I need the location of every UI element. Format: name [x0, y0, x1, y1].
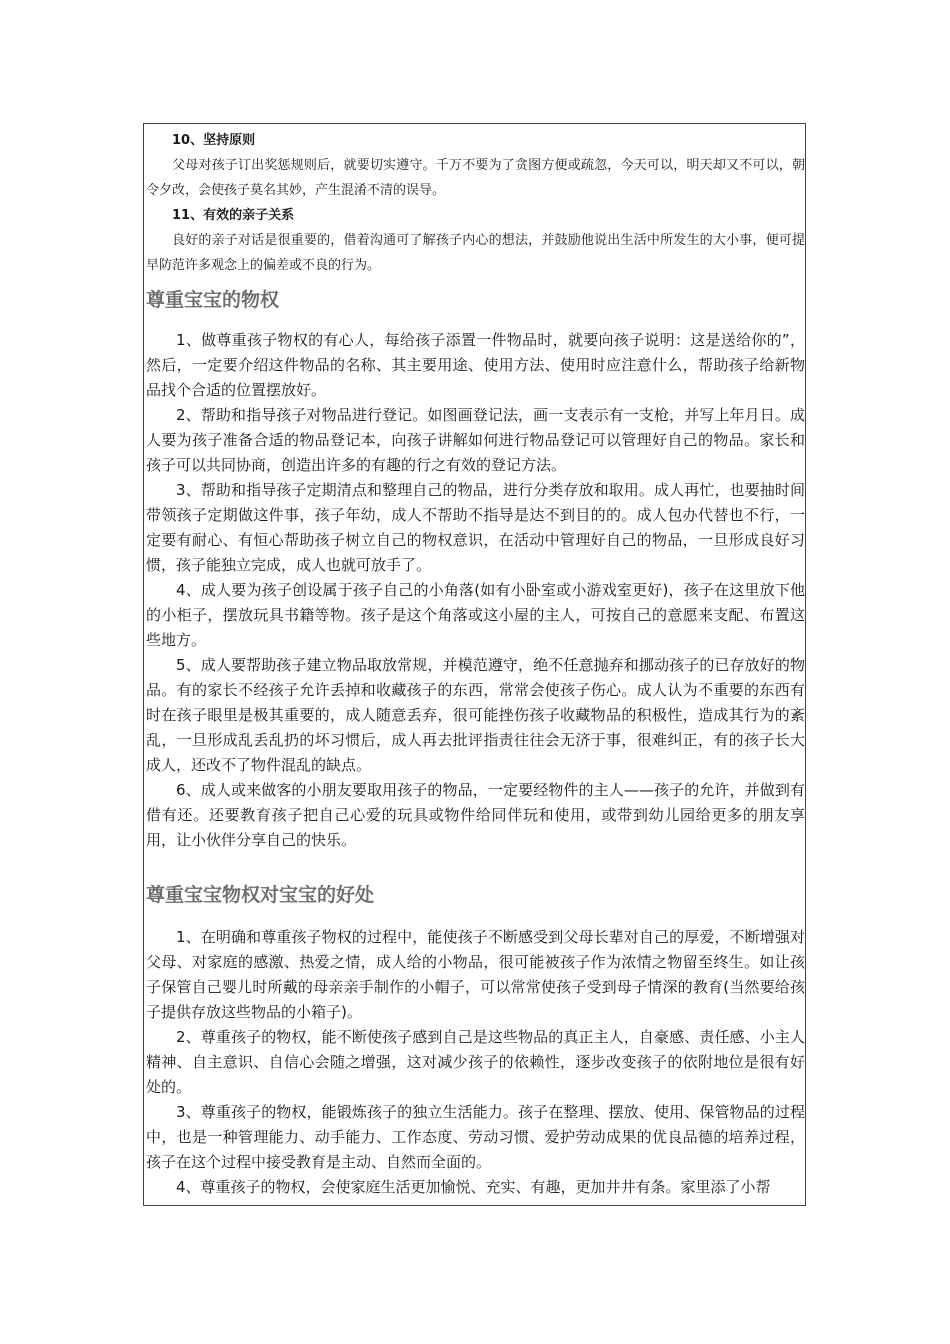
- property-paragraph: 5、成人要帮助孩子建立物品取放常规，并模范遵守，绝不任意抛弃和挪动孩子的已存放好的物品。有的家长不经孩子允许丢掉和收藏孩子的东西，常常会使孩子伤心。成人认为不重要的东西有时在孩子眼里是极其重要的，成人随意丢弃，很可能挫伤孩子收藏物品的积极性，造成其行为的紊乱，一旦形成乱丢乱扔的坏习惯后，成人再去批评指责往往会无济于事，很难纠正，有的孩子长大成人，还改不了物件混乱的缺点。: [146, 656, 805, 774]
- benefit-paragraph: 1、在明确和尊重孩子物权的过程中，能使孩子不断感受到父母长辈对自己的厚爱，不断增强对父母、对家庭的感激、热爱之情，成人给的小物品，很可能被孩子作为浓情之物留至终生。如让孩子保管自己婴儿时所戴的母亲亲手制作的小帽子，可以常常使孩子受到母子情深的教育(当然要给孩子提供存放这些物品的小箱子)。: [146, 928, 805, 1021]
- benefit-paragraph: 2、尊重孩子的物权，能不断使孩子感到自己是这些物品的真正主人，自豪感、责任感、小主人精神、自主意识、自信心会随之增强，这对减少孩子的依赖性，逐步改变孩子的依附地位是很有好处的。: [146, 1028, 805, 1096]
- content-frame: [143, 123, 806, 1206]
- section-11-heading: 11、有效的亲子关系: [172, 208, 295, 223]
- section-10-text: 父母对孩子订出奖惩规则后，就要切实遵守。千万不要为了贪图方便或疏忽，今天可以，明天却又不可以，朝令夕改，会使孩子莫名其妙，产生混淆不清的误导。: [146, 158, 805, 198]
- benefit-paragraph: 4、尊重孩子的物权，会使家庭生活更加愉悦、充实、有趣，更加井井有条。家里添了小帮: [176, 1178, 771, 1196]
- property-paragraph: 4、成人要为孩子创设属于孩子自己的小角落(如有小卧室或小游戏室更好)，孩子在这里放下他的小柜子，摆放玩具书籍等物。孩子是这个角落或这小屋的主人，可按自己的意愿来支配、布置这些地方。: [146, 581, 805, 649]
- property-paragraph: 2、帮助和指导孩子对物品进行登记。如图画登记法，画一支表示有一支枪，并写上年月日。成人要为孩子准备合适的物品登记本，向孩子讲解如何进行物品登记可以管理好自己的物品。家长和孩子可以共同协商，创造出许多的有趣的行之有效的登记方法。: [146, 406, 805, 474]
- benefits-heading: 尊重宝宝物权对宝宝的好处: [146, 884, 375, 906]
- property-paragraph: 6、成人或来做客的小朋友要取用孩子的物品，一定要经物件的主人——孩子的允许，并做到有借有还。还要教育孩子把自己心爱的玩具或物件给同伴玩和使用，或带到幼儿园给更多的朋友享用，让小伙伴分享自己的快乐。: [146, 781, 805, 849]
- property-paragraph: 3、帮助和指导孩子定期清点和整理自己的物品，进行分类存放和取用。成人再忙，也要抽时间带领孩子定期做这件事，孩子年幼，成人不帮助不指导是达不到目的的。成人包办代替也不行，一定要有耐心、有恒心帮助孩子树立自己的物权意识，在活动中管理好自己的物品，一旦形成良好习惯，孩子能独立完成，成人也就可放手了。: [146, 481, 805, 574]
- section-10-heading: 10、坚持原则: [172, 133, 256, 148]
- benefit-paragraph: 3、尊重孩子的物权，能锻炼孩子的独立生活能力。孩子在整理、摆放、使用、保管物品的过程中，也是一种管理能力、动手能力、工作态度、劳动习惯、爱护劳动成果的优良品德的培养过程，孩子在这个过程中接受教育是主动、自然而全面的。: [146, 1103, 805, 1171]
- document-body: [144, 124, 805, 1200]
- property-rights-heading: 尊重宝宝的物权: [146, 289, 280, 311]
- section-11-text: 良好的亲子对话是很重要的，借着沟通可了解孩子内心的想法，并鼓励他说出生活中所发生的大小事，便可提早防范许多观念上的偏差或不良的行为。: [146, 233, 805, 273]
- property-paragraph: 1、做尊重孩子物权的有心人，每给孩子添置一件物品时，就要向孩子说明：这是送给你的”，然后，一定要介绍这件物品的名称、其主要用途、使用方法、使用时应注意什么，帮助孩子给新物品找个合适的位置摆放好。: [146, 331, 805, 399]
